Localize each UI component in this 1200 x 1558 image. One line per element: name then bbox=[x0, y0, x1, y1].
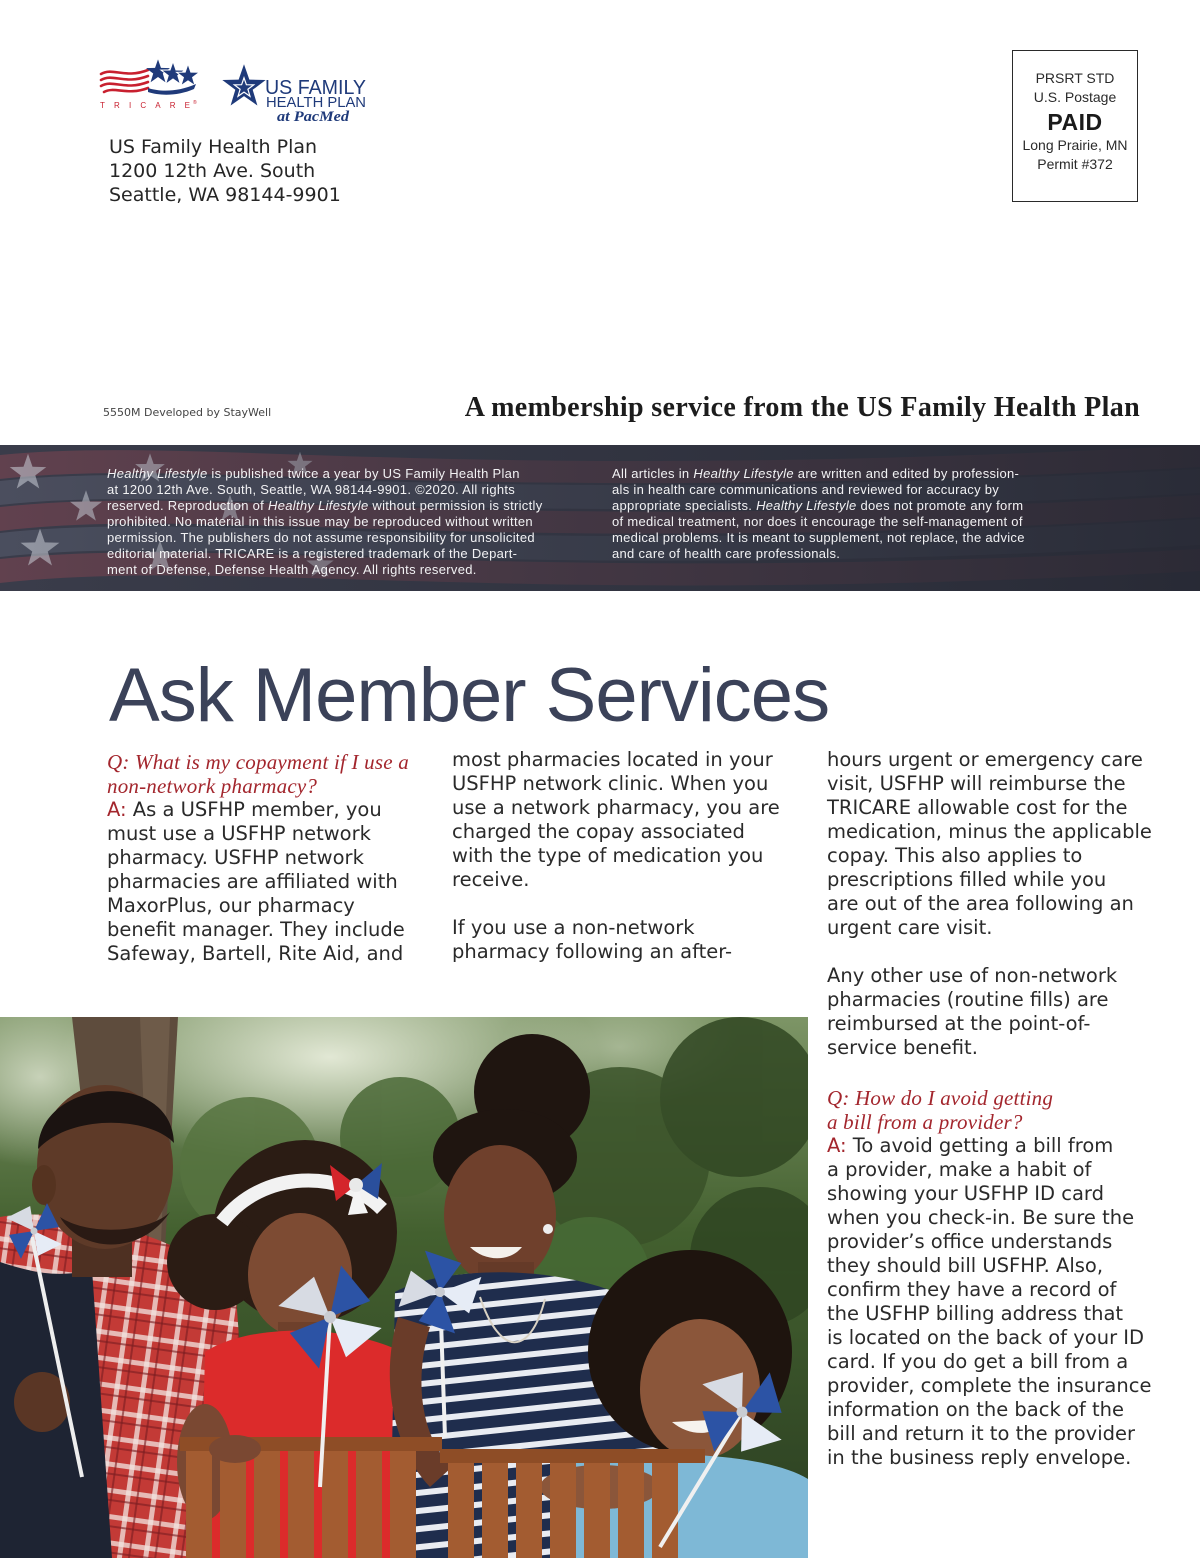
publication-banner bbox=[0, 445, 1200, 591]
answer-line: confirm they have a record of bbox=[827, 1278, 1117, 1301]
tricare-logo bbox=[98, 58, 202, 114]
answer-line: bill and return it to the provider bbox=[827, 1422, 1136, 1445]
answer-line: benefit manager. They include bbox=[107, 918, 405, 941]
banner-right-column bbox=[612, 466, 1025, 562]
banner-line: ment of Defense, Defense Health Agency. All rights reserved. bbox=[107, 562, 477, 577]
return-address bbox=[109, 135, 341, 207]
publication-name: Healthy Lifestyle bbox=[268, 498, 369, 513]
return-address-line: 1200 12th Ave. South bbox=[109, 160, 316, 182]
banner-line: permission. The publishers do not assume responsibility for unsolicited bbox=[107, 530, 535, 545]
answer-line: Safeway, Bartell, Rite Aid, and bbox=[107, 942, 404, 965]
answer-line bbox=[827, 1134, 1151, 1158]
usfhp-logo-line1: US FAMILY bbox=[265, 77, 366, 99]
question-line: Q: How do I avoid getting bbox=[827, 1086, 1054, 1110]
banner-text: without permission is strictly bbox=[368, 498, 543, 513]
answer-line: card. If you do get a bill from a bbox=[827, 1350, 1129, 1373]
answer-line: is located on the back of your ID bbox=[827, 1326, 1145, 1349]
answer-line: information on the back of the bbox=[827, 1398, 1124, 1421]
answer-line: pharmacies are affiliated with bbox=[107, 870, 398, 893]
answer-line: they should bill USFHP. Also, bbox=[827, 1254, 1104, 1277]
column-3-qa bbox=[827, 1086, 1151, 1470]
banner-text: appropriate specialists. bbox=[612, 498, 757, 513]
postage-class: PRSRT STD bbox=[1035, 70, 1115, 86]
answer-line: provider’s office understands bbox=[827, 1230, 1113, 1253]
postage-permit: Permit #372 bbox=[1037, 156, 1113, 172]
body-line: copay. This also applies to bbox=[827, 844, 1083, 867]
answer-line: the USFHP billing address that bbox=[827, 1302, 1124, 1325]
body-line: TRICARE allowable cost for the bbox=[827, 796, 1128, 819]
body-line: with the type of medication you bbox=[452, 844, 764, 867]
answer-line: showing your USFHP ID card bbox=[827, 1182, 1104, 1205]
body-line: receive. bbox=[452, 868, 530, 891]
body-line: If you use a non-network bbox=[452, 916, 695, 939]
body-line: are out of the area following an bbox=[827, 892, 1134, 915]
tricare-wordmark: TRICARE bbox=[100, 101, 190, 110]
banner-line bbox=[612, 498, 1025, 514]
banner-line bbox=[612, 466, 1025, 482]
column-3-paragraph-1 bbox=[827, 748, 1152, 940]
question-line: Q: What is my copayment if I use a bbox=[107, 750, 409, 774]
banner-line: medical problems. It is meant to supplement, not replace, the advice bbox=[612, 530, 1025, 545]
return-address-line: Seattle, WA 98144-9901 bbox=[109, 184, 341, 206]
body-line: prescriptions filled while you bbox=[827, 868, 1107, 891]
banner-line bbox=[107, 466, 543, 482]
postage-indicia bbox=[1012, 50, 1138, 202]
answer-text: To avoid getting a bill from bbox=[846, 1134, 1114, 1157]
banner-line: als in health care communications and reviewed for accuracy by bbox=[612, 482, 1000, 497]
banner-line: and care of health care professionals. bbox=[612, 546, 841, 561]
body-line: urgent care visit. bbox=[827, 916, 993, 939]
body-line: pharmacy following an after- bbox=[452, 940, 733, 963]
answer-line: when you check-in. Be sure the bbox=[827, 1206, 1135, 1229]
answer-line: provider, complete the insurance bbox=[827, 1374, 1152, 1397]
postage-label: U.S. Postage bbox=[1033, 89, 1117, 105]
body-line: charged the copay associated bbox=[452, 820, 745, 843]
developer-note: 5550M Developed by StayWell bbox=[103, 406, 272, 419]
tricare-registered-mark: ® bbox=[193, 100, 197, 106]
question-line: non-network pharmacy? bbox=[107, 774, 318, 798]
publication-name: Healthy Lifestyle bbox=[107, 466, 208, 481]
publication-name: Healthy Lifestyle bbox=[756, 498, 857, 513]
family-photo bbox=[0, 1017, 808, 1558]
answer-line: MaxorPlus, our pharmacy bbox=[107, 894, 355, 917]
banner-text: is published twice a year by US Family Health Plan bbox=[207, 466, 520, 481]
answer-label: A: bbox=[827, 1134, 847, 1157]
column-1 bbox=[107, 750, 409, 966]
banner-text: All articles in bbox=[612, 466, 694, 481]
banner-line: editorial material. TRICARE is a registered trademark of the Depart- bbox=[107, 546, 518, 561]
body-line: use a network pharmacy, you are bbox=[452, 796, 780, 819]
body-line: hours urgent or emergency care bbox=[827, 748, 1143, 771]
column-2-paragraph-1 bbox=[452, 748, 780, 892]
body-line: reimbursed at the point-of- bbox=[827, 1012, 1091, 1035]
answer-line: in the business reply envelope. bbox=[827, 1446, 1132, 1469]
column-3-paragraph-2 bbox=[827, 964, 1117, 1060]
banner-text: reserved. Reproduction of bbox=[107, 498, 268, 513]
answer-text: As a USFHP member, you bbox=[126, 798, 382, 821]
body-line: medication, minus the applicable bbox=[827, 820, 1152, 843]
usfhp-logo-line3: at PacMed bbox=[277, 109, 350, 125]
answer-line: must use a USFHP network bbox=[107, 822, 371, 845]
usfhp-logo-line2: HEALTH PLAN bbox=[266, 95, 366, 111]
return-address-line: US Family Health Plan bbox=[109, 136, 318, 158]
usfhp-logo bbox=[220, 60, 372, 126]
body-line: Any other use of non-network bbox=[827, 964, 1118, 987]
postage-paid: PAID bbox=[1047, 109, 1103, 135]
body-line: USFHP network clinic. When you bbox=[452, 772, 769, 795]
answer-label: A: bbox=[107, 798, 127, 821]
banner-line: at 1200 12th Ave. South, Seattle, WA 98144-9901. ©2020. All rights bbox=[107, 482, 516, 497]
publication-name: Healthy Lifestyle bbox=[693, 466, 794, 481]
banner-text: does not promote any form bbox=[856, 498, 1024, 513]
banner-left-column bbox=[107, 466, 543, 578]
banner-text: are written and edited by profession- bbox=[793, 466, 1020, 481]
banner-line: of medical treatment, nor does it encourage the self-management of bbox=[612, 514, 1023, 529]
body-line: most pharmacies located in your bbox=[452, 748, 773, 771]
article-title: Ask Member Services bbox=[109, 653, 830, 738]
answer-line: a provider, make a habit of bbox=[827, 1158, 1092, 1181]
body-line: service benefit. bbox=[827, 1036, 978, 1059]
question-line: a bill from a provider? bbox=[827, 1110, 1023, 1134]
banner-line bbox=[107, 498, 543, 514]
postage-location: Long Prairie, MN bbox=[1022, 137, 1128, 153]
column-2-paragraph-2 bbox=[452, 916, 732, 964]
body-line: pharmacies (routine fills) are bbox=[827, 988, 1109, 1011]
banner-line: prohibited. No material in this issue may be reproduced without written bbox=[107, 514, 533, 529]
body-line: visit, USFHP will reimburse the bbox=[827, 772, 1126, 795]
answer-line bbox=[107, 798, 409, 822]
tagline: A membership service from the US Family Health Plan bbox=[464, 392, 1140, 423]
answer-line: pharmacy. USFHP network bbox=[107, 846, 364, 869]
